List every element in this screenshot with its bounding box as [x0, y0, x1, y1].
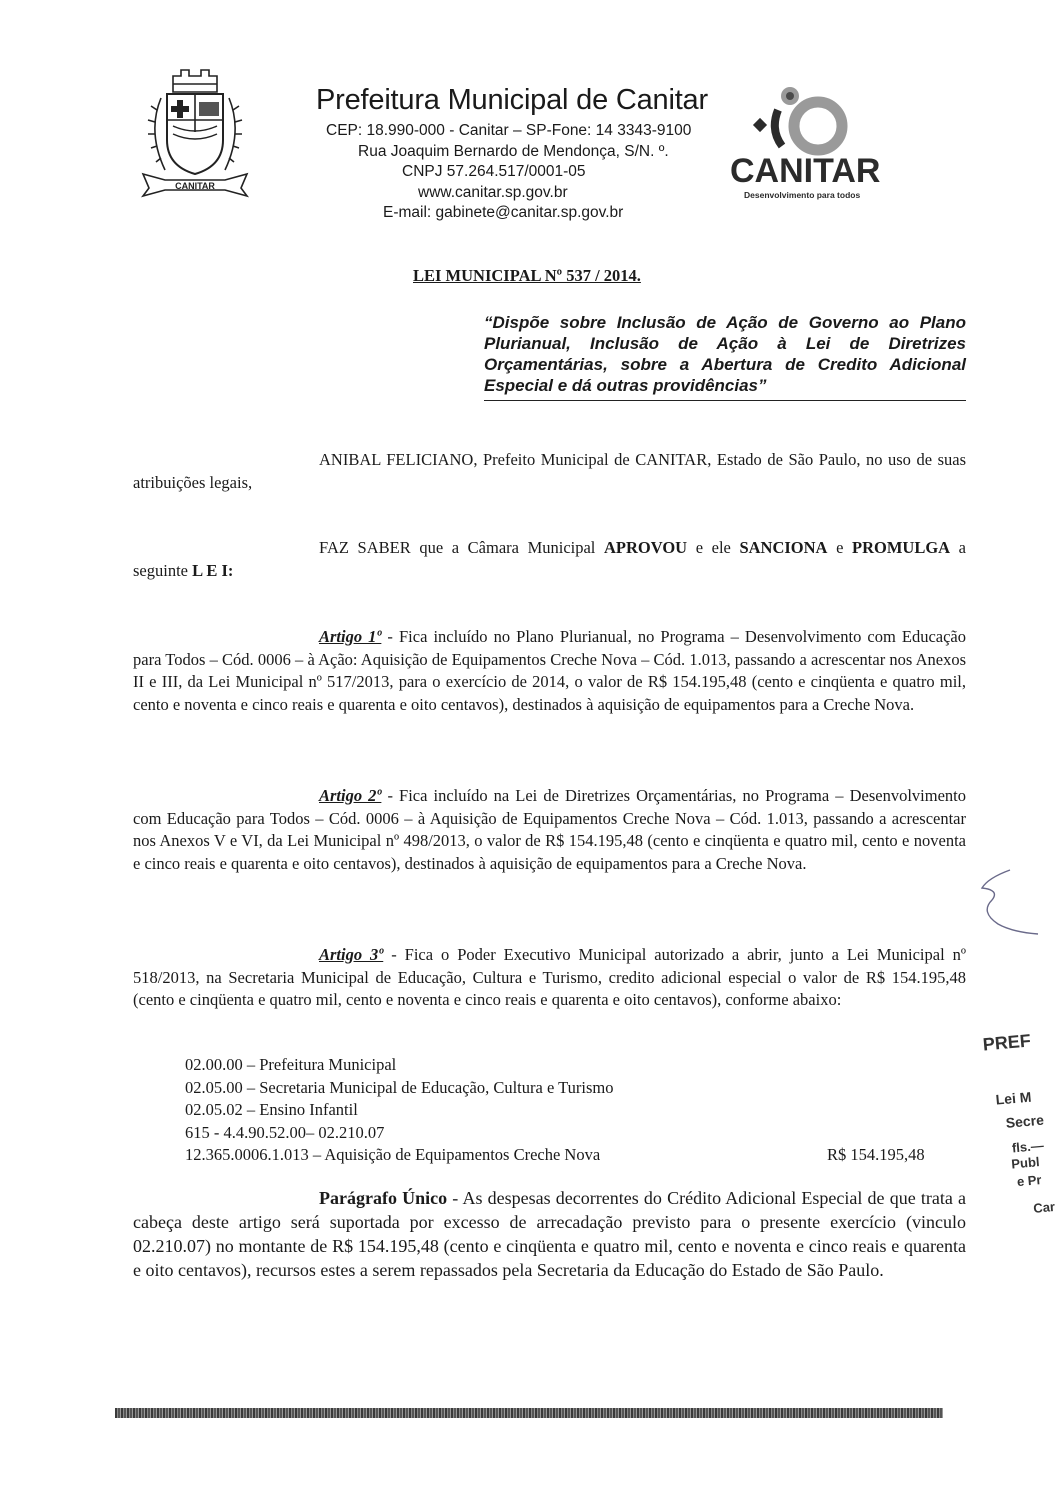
stamp-line: Publ — [1010, 1154, 1041, 1172]
side-publication-stamp — [978, 1028, 1058, 1216]
crest-banner-text: CANITAR — [175, 181, 215, 191]
stamp-line: PREF — [981, 1030, 1032, 1055]
logo-name: CANITAR — [730, 152, 881, 190]
faz-saber-text: FAZ SABER que a Câmara Municipal — [319, 538, 604, 557]
faz-saber-text: e ele — [687, 538, 740, 557]
artigo-2-label: Artigo 2º — [319, 786, 382, 805]
logo-tagline: Desenvolvimento para todos — [744, 190, 861, 200]
footer-decorative-bar — [115, 1408, 943, 1418]
stamp-line: Secre — [1005, 1111, 1045, 1131]
stamp-line: fls.— — [1011, 1137, 1045, 1156]
budget-line-text: 12.365.0006.1.013 – Aquisição de Equipamentos Creche Nova — [185, 1145, 601, 1165]
budget-line — [185, 1077, 945, 1100]
header-cep-phone: CEP: 18.990-000 - Canitar – SP-Fone: 14 3343-9100 — [326, 122, 692, 139]
faz-saber-text: e — [827, 538, 852, 557]
faz-saber-aprovou: APROVOU — [604, 538, 688, 557]
artigo-2-paragraph — [133, 785, 966, 875]
artigo-1-paragraph — [133, 626, 966, 716]
artigo-1-label: Artigo 1º — [319, 627, 382, 646]
stamp-line: Car — [1032, 1198, 1056, 1216]
law-title: LEI MUNICIPAL Nº 537 / 2014. — [413, 266, 641, 285]
canitar-logo-image — [730, 82, 905, 207]
artigo-3-text: - Fica o Poder Executivo Municipal autorizado a abrir, junto a Lei Municipal nº 518/2013, na Secretaria Municipal de Educação, Cultura e Turismo, credito adicional especial o valor de R$ 154.195,48 (cento e cinqüenta e quatro mil, cento e noventa e cinco reais e quarenta e oito centavos), conforme abaixo: — [133, 945, 966, 1010]
budget-line-text: 02.05.00 – Secretaria Municipal de Educação, Cultura e Turismo — [185, 1077, 614, 1097]
intro-paragraph: ANIBAL FELICIANO, Prefeito Municipal de CANITAR, Estado de São Paulo, no uso de suas atribuições legais, — [133, 450, 966, 492]
budget-line — [185, 1122, 945, 1145]
budget-line — [185, 1054, 945, 1077]
header-website: www.canitar.sp.gov.br — [418, 184, 568, 201]
municipal-crest-image — [135, 62, 255, 202]
artigo-3-label: Artigo 3º — [319, 945, 384, 964]
stamp-line: e Pr — [1016, 1172, 1043, 1190]
budget-line-text: 615 - 4.4.90.52.00– 02.210.07 — [185, 1122, 385, 1142]
header-title: Prefeitura Municipal de Canitar — [316, 84, 708, 116]
budget-line-text: 02.00.00 – Prefeitura Municipal — [185, 1055, 397, 1074]
budget-allocation-list — [185, 1054, 945, 1167]
handwritten-mark-image — [970, 862, 1040, 942]
faz-saber-text: a seguinte — [133, 538, 967, 580]
stamp-line: Lei M — [995, 1088, 1033, 1108]
artigo-1-text: - Fica incluído no Plano Plurianual, no Programa – Desenvolvimento com Educação para Todos – Cód. 0006 – à Ação: Aquisição de Equipamentos Creche Nova – Cód. 1.013, passando a acrescentar nos Anexos II e III, da Lei Municipal nº 517/2013, para o exercício de 2014, o valor de R$ 154.195,48 (cento e cinqüenta e quatro mil, cento e noventa e cinco reais e quarenta e oito centavos), destinados à aquisição de equipamentos para a Creche Nova. — [133, 627, 966, 714]
header-email: E-mail: gabinete@canitar.sp.gov.br — [383, 204, 624, 221]
faz-saber-paragraph — [133, 537, 966, 582]
budget-line-amount: R$ 154.195,48 — [827, 1145, 925, 1165]
paragrafo-unico-label: Parágrafo Único — [319, 1188, 448, 1208]
artigo-2-text: - Fica incluído na Lei de Diretrizes Orçamentárias, no Programa – Desenvolvimento com Educação para Todos – Cód. 0006 – à Aquisição de Equipamentos Creche Nova – Cód. 1.013, passando a acrescentar nos Anexos V e VI, da Lei Municipal nº 498/2013, o valor de R$ 154.195,48 (cento e cinqüenta e quatro mil, cento e noventa e cinco reais e quarenta e oito centavos), destinados à aquisição de equipamentos para a Creche Nova. — [133, 786, 966, 873]
header-cnpj: CNPJ 57.264.517/0001-05 — [402, 163, 586, 180]
faz-saber-promulga: PROMULGA — [852, 538, 951, 557]
faz-saber-sanciona: SANCIONA — [739, 538, 828, 557]
paragrafo-unico-paragraph — [133, 1186, 966, 1282]
budget-line — [185, 1144, 945, 1167]
budget-line — [185, 1099, 945, 1122]
faz-saber-lei: L E I: — [192, 560, 234, 580]
artigo-3-paragraph — [133, 944, 966, 1012]
law-summary-ementa: “Dispõe sobre Inclusão de Ação de Governo ao Plano Plurianual, Inclusão de Ação à Lei de Diretrizes Orçamentárias, sobre a Abertura de Credito Adicional Especial e dá outras providências” — [484, 312, 966, 401]
budget-line-text: 02.05.02 – Ensino Infantil — [185, 1100, 358, 1120]
header-address: Rua Joaquim Bernardo de Mendonça, S/N. º. — [358, 143, 669, 160]
paragrafo-unico-text: - As despesas decorrentes do Crédito Adicional Especial de que trata a cabeça deste artigo será suportada por excesso de arrecadação previsto para o presente exercício (vinculo 02.210.07) no montante de R$ 154.195,48 (cento e cinqüenta e quatro mil, cento e noventa e cinco reais e quarenta e oito centavos), recursos estes a serem repassados pela Secretaria da Educação do Estado de São Paulo. — [133, 1188, 966, 1280]
